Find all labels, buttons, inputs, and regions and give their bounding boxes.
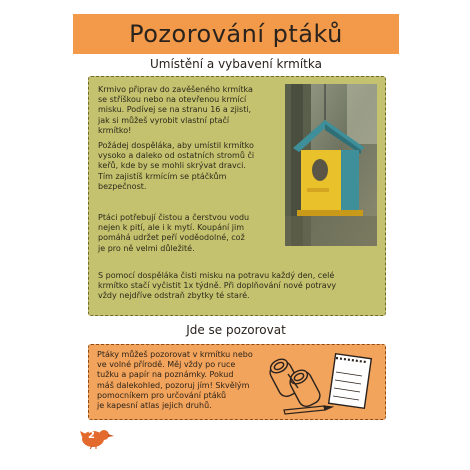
page-number xyxy=(80,427,114,449)
bird-icon xyxy=(80,427,114,449)
section-heading-placement: Umístění a vybavení krmítka xyxy=(150,57,322,71)
binoculars-icon xyxy=(268,356,323,409)
paragraph-feeder: Krmivo připrav do zavěšeného krmítka se stříškou nebo na otevřenou krmící misku. Podívej se na stranu 16 a zjisti, jak si můžeš vyrobit vlastní ptačí krmítko! xyxy=(98,85,253,135)
page-number-label: 2 xyxy=(88,430,95,441)
title-bar xyxy=(73,14,399,54)
observation-tools-illustration xyxy=(268,348,378,418)
paragraph-water: Ptáci potřebují čistou a čerstvou vodu nejen k pití, ale i k mytí. Koupání jim pomáhá udržet peří voděodolné, což je pro ně velmi důležité. xyxy=(98,213,250,253)
section-heading-observation: Jde se pozorovat xyxy=(186,323,286,337)
paragraph-observation: Ptáky můžeš pozorovat v krmítku nebo ve volné přírodě. Měj vždy po ruce tužku a papír na poznámky. Pokud máš dalekohled, pozoruj jím! Skvělým pomocníkem pro určování ptáků je kapesní atlas jejich druhů. xyxy=(97,350,253,411)
bird-feeder-photo xyxy=(285,84,377,246)
page-title: Pozorování ptáků xyxy=(129,20,343,48)
notepad-icon xyxy=(329,354,372,409)
paragraph-placement: Požádej dospěláka, aby umístil krmítko vysoko a daleko od ostatních stromů či keřů, kde by se mohli skrývat dravci. Tím zajistíš krmícím se ptáčkům bezpečnost. xyxy=(98,141,255,191)
pencil-icon xyxy=(284,406,332,414)
paragraph-cleaning: S pomocí dospěláka čisti misku na potravu každý den, celé krmítko stačí vyčistit 1x týdně. Při doplňování nové potravy vždy nejdříve odstraň zbytky té staré. xyxy=(98,271,337,301)
